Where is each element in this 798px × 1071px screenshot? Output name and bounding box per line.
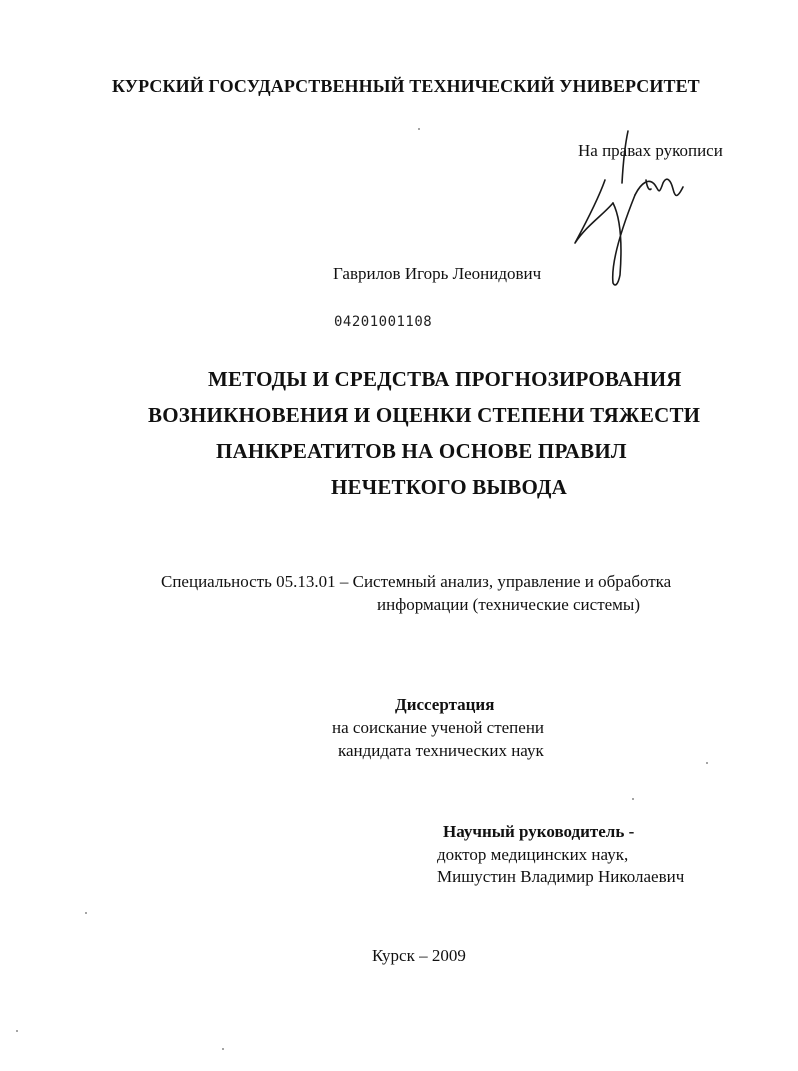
manuscript-rights-note: На правах рукописи xyxy=(578,141,723,160)
title-line-4: НЕЧЕТКОГО ВЫВОДА xyxy=(331,475,567,499)
supervisor-heading: Научный руководитель - xyxy=(443,822,635,841)
specialty-line-2: информации (технические системы) xyxy=(377,595,641,614)
registration-code: 04201001108 xyxy=(334,314,433,330)
scan-speck xyxy=(632,798,634,800)
dissertation-heading: Диссертация xyxy=(395,695,495,714)
specialty-line-1: Специальность 05.13.01 – Системный анализ, управление и обработка xyxy=(161,572,672,591)
scan-speck xyxy=(418,128,420,130)
handwritten-signature xyxy=(565,125,695,290)
dissertation-degree-line-2: кандидата технических наук xyxy=(338,741,544,760)
dissertation-degree-line-1: на соискание ученой степени xyxy=(332,718,545,737)
supervisor-name: Мишустин Владимир Николаевич xyxy=(437,867,685,886)
university-name: КУРСКИЙ ГОСУДАРСТВЕННЫЙ ТЕХНИЧЕСКИЙ УНИВЕРСИТЕТ xyxy=(112,76,700,96)
scan-speck xyxy=(706,762,708,764)
author-name: Гаврилов Игорь Леонидович xyxy=(333,264,542,283)
title-line-1: МЕТОДЫ И СРЕДСТВА ПРОГНОЗИРОВАНИЯ xyxy=(208,367,682,391)
scan-speck xyxy=(85,912,87,914)
supervisor-degree: доктор медицинских наук, xyxy=(437,845,629,864)
scan-speck xyxy=(222,1048,224,1050)
city-year: Курск – 2009 xyxy=(372,946,466,965)
title-line-3: ПАНКРЕАТИТОВ НА ОСНОВЕ ПРАВИЛ xyxy=(216,439,627,463)
title-line-2: ВОЗНИКНОВЕНИЯ И ОЦЕНКИ СТЕПЕНИ ТЯЖЕСТИ xyxy=(148,403,701,427)
scan-speck xyxy=(16,1030,18,1032)
